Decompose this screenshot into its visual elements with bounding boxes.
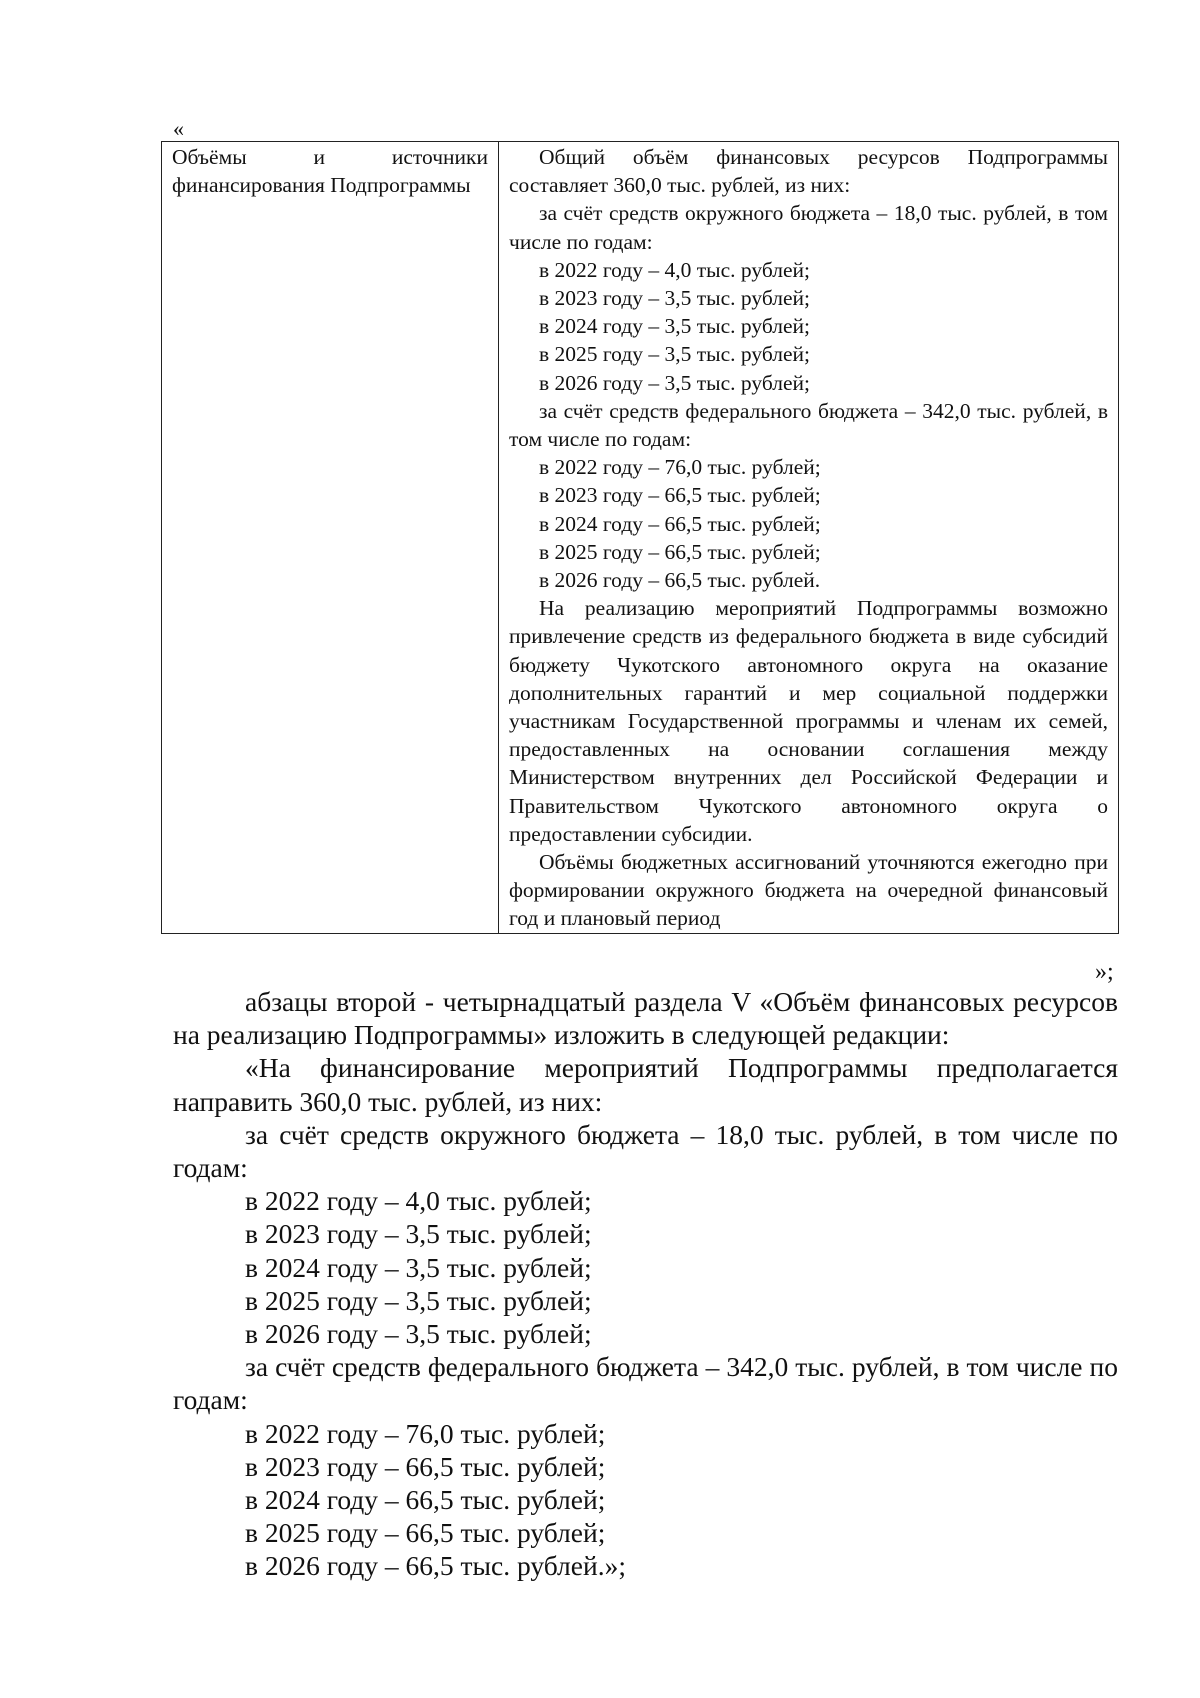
amendment-body [173, 985, 1118, 1583]
federal-year-2022: в 2022 году – 76,0 тыс. рублей; [245, 1417, 606, 1449]
funding-label-cell: Объёмы и источники финансирования Подпрограммы [162, 142, 499, 934]
okrug-year-2022: в 2022 году – 4,0 тыс. рублей; [539, 257, 810, 282]
amendment-paragraph-2: «На финансирование мероприятий Подпрограммы предполагается направить 360,0 тыс. рублей, из них: [173, 1052, 1118, 1117]
funding-content-cell [499, 142, 1119, 934]
federal-budget-intro: за счёт средств федерального бюджета – 342,0 тыс. рублей, в том числе по годам: [173, 1351, 1118, 1416]
federal-year-2025: в 2025 году – 66,5 тыс. рублей; [245, 1517, 606, 1549]
okrug-year-2025: в 2025 году – 3,5 тыс. рублей; [539, 342, 810, 367]
funding-table-row [162, 142, 1119, 934]
federal-year-2026: в 2026 году – 66,5 тыс. рублей. [539, 568, 821, 593]
total-funding-text: Общий объём финансовых ресурсов Подпрограммы составляет 360,0 тыс. рублей, из них: [509, 145, 1108, 198]
okrug-year-2023: в 2023 году – 3,5 тыс. рублей; [539, 286, 810, 311]
subsidy-paragraph: На реализацию мероприятий Подпрограммы возможно привлечение средств из федерального бюджета в виде субсидий бюджету Чукотского автономного округа на оказание дополнительных гарантий и мер социальной поддержки участникам Государственной программы и членам их семей, предоставленных на основании соглашения между Министерством внутренних дел Российской Федерации и Правительством Чукотского автономного округа о предоставлении субсидии. [509, 596, 1108, 846]
federal-year-2025: в 2025 году – 66,5 тыс. рублей; [539, 539, 821, 564]
okrug-year-2022: в 2022 году – 4,0 тыс. рублей; [245, 1185, 592, 1217]
okrug-year-2025: в 2025 году – 3,5 тыс. рублей; [245, 1284, 592, 1316]
federal-year-2026: в 2026 году – 66,5 тыс. рублей.»; [245, 1550, 626, 1582]
funding-table [161, 141, 1119, 934]
opening-quote: « [173, 116, 184, 141]
federal-year-2023: в 2023 году – 66,5 тыс. рублей; [245, 1450, 606, 1482]
okrug-year-2024: в 2024 году – 3,5 тыс. рублей; [245, 1251, 592, 1283]
okrug-budget-intro: за счёт средств окружного бюджета – 18,0 тыс. рублей, в том числе по годам: [509, 201, 1108, 254]
okrug-year-2026: в 2026 году – 3,5 тыс. рублей; [245, 1318, 592, 1350]
federal-year-2024: в 2024 году – 66,5 тыс. рублей; [539, 511, 821, 536]
okrug-budget-intro: за счёт средств окружного бюджета – 18,0 тыс. рублей, в том числе по годам: [173, 1118, 1118, 1184]
amendment-paragraph-1: абзацы второй - четырнадцатый раздела V «Объём финансовых ресурсов на реализацию Подпрограммы» изложить в следующей редакции: [173, 986, 1118, 1051]
federal-budget-intro: за счёт средств федерального бюджета – 342,0 тыс. рублей, в том числе по годам: [509, 398, 1108, 452]
closing-quote: »; [1095, 959, 1114, 985]
federal-year-2022: в 2022 году – 76,0 тыс. рублей; [539, 455, 821, 480]
clarification-paragraph: Объёмы бюджетных ассигнований уточняются ежегодно при формировании окружного бюджета на очередной финансовый год и плановый период [509, 850, 1108, 931]
okrug-year-2024: в 2024 году – 3,5 тыс. рублей; [539, 314, 810, 339]
okrug-year-2026: в 2026 году – 3,5 тыс. рублей; [539, 370, 810, 395]
federal-year-2024: в 2024 году – 66,5 тыс. рублей; [245, 1484, 606, 1516]
federal-year-2023: в 2023 году – 66,5 тыс. рублей; [539, 483, 821, 508]
okrug-year-2023: в 2023 году – 3,5 тыс. рублей; [245, 1218, 592, 1250]
